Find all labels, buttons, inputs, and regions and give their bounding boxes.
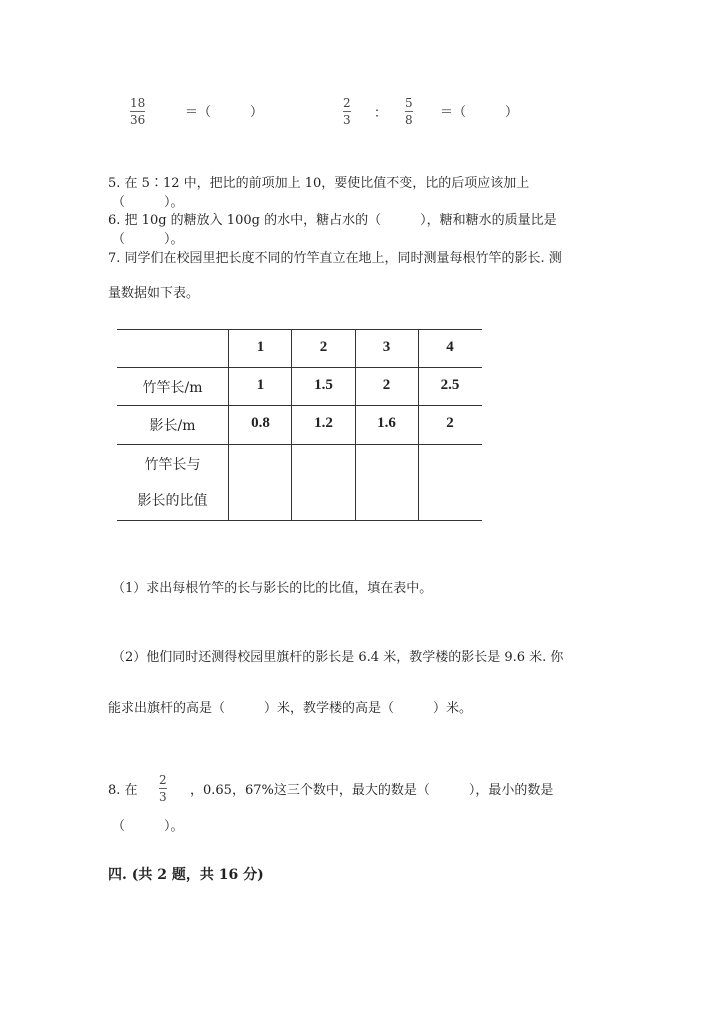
numerator: 2 [159,773,167,787]
question-7-cont: 量数据如下表。 [108,286,200,301]
row-label: 影长/m [149,418,196,434]
numerator: 18 [130,96,146,110]
question-5-blank: （ ）。 [112,195,184,210]
table-cell: 1.6 [377,415,396,431]
row-label: 影长的比值 [137,493,208,509]
fraction-5-8 [405,96,413,127]
question-8-prefix: 8. 在 [108,783,138,798]
sub-question-1: （1）求出每根竹竿的长与影长的比的比值，填在表中。 [112,581,433,596]
question-8: ，0.65，67%这三个数中，最大的数是（ ），最小的数是 [190,783,554,798]
header-cell: 1 [256,339,265,355]
table-cell: 2 [382,377,391,393]
row-label: 竹竿长与 [144,457,201,473]
section-heading: 四. (共 2 题，共 16 分) [108,867,264,883]
denominator: 3 [159,790,167,804]
fraction-18-36 [130,96,145,127]
question-6-blank: （ ）。 [112,232,184,247]
question-6: 6. 把 10g 的糖放入 100g 的水中，糖占水的（ ），糖和糖水的质量比是 [108,213,557,228]
answer-blank: ＝（ ） [185,105,264,120]
denominator: 8 [405,113,413,127]
sub-question-2-cont: 能求出旗杆的高是（ ）米，教学楼的高是（ ）米。 [108,701,473,716]
table-rule [117,444,482,445]
header-cell: 2 [319,339,328,355]
denominator: 3 [343,113,351,127]
table-cell: 1 [256,377,265,393]
table-rule [117,329,482,330]
ratio-colon: ： [374,106,388,121]
table-rule [117,367,482,368]
answer-blank: ＝（ ） [440,105,519,120]
table-cell: 2.5 [440,377,460,393]
question-5: 5. 在 5∶12 中，把比的前项加上 10，要使比值不变，比的后项应该加上 [108,176,530,191]
numerator: 2 [343,96,351,110]
table-rule [117,520,482,521]
numerator: 5 [405,96,413,110]
table-rule [117,405,482,406]
question-7: 7. 同学们在校园里把长度不同的竹竿直立在地上，同时测量每根竹竿的影长. 测 [108,251,562,266]
fraction-2-3 [159,773,167,804]
table-cell: 0.8 [251,415,270,431]
row-label: 竹竿长/m [142,380,203,396]
denominator: 36 [130,113,146,127]
table-cell: 1.5 [314,377,333,393]
table-cell: 2 [446,415,454,431]
sub-question-2: （2）他们同时还测得校园里旗杆的影长是 6.4 米，教学楼的影长是 9.6 米. 你 [112,650,564,665]
fraction-2-3 [343,96,351,127]
table-cell: 1.2 [314,415,333,431]
header-cell: 3 [382,339,391,355]
header-cell: 4 [446,339,454,355]
question-8-blank: （ ）。 [112,819,184,834]
